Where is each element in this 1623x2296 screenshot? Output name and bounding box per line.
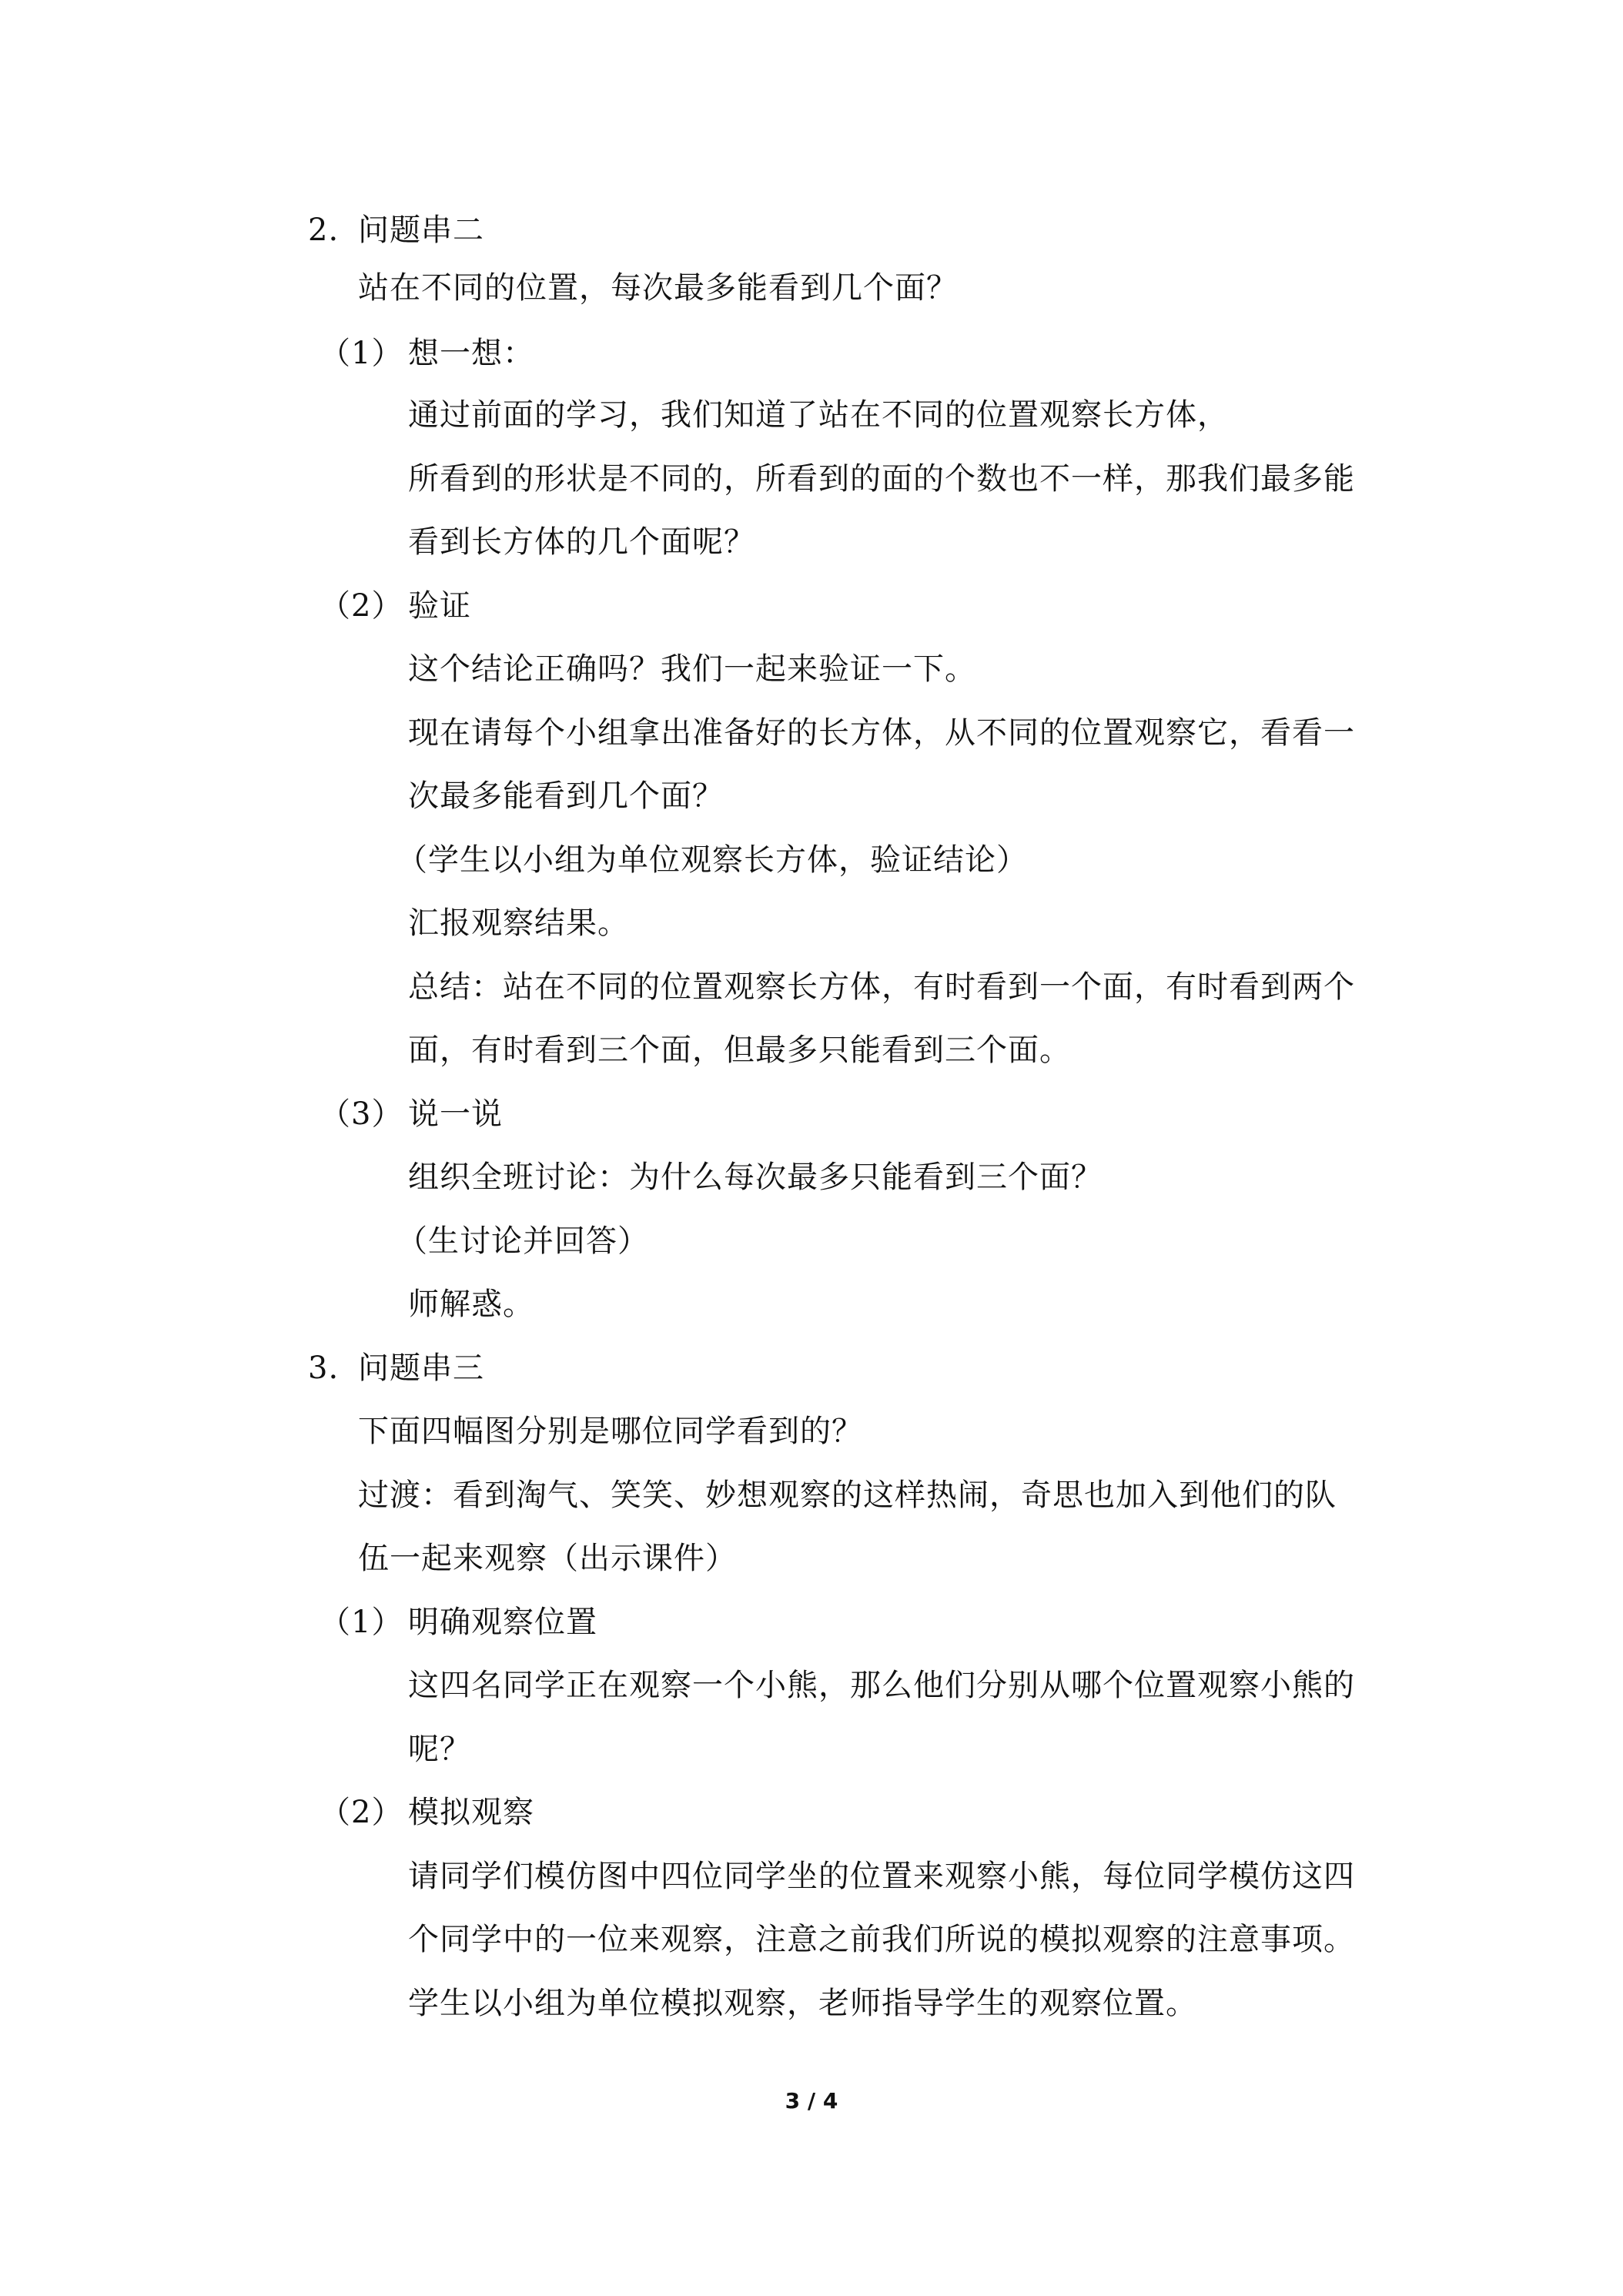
step-2-2-heading [320,587,471,624]
paragraph-line: 次最多能看到几个面？ [408,778,724,814]
paragraph-line: 呢？ [408,1732,471,1767]
step-3-1-heading [320,1604,597,1641]
paragraph-line: 学生以小组为单位模拟观察，老师指导学生的观察位置。 [408,1986,1197,2021]
step-3-2-number: （2） [320,1795,403,1830]
paragraph-line: 所看到的形状是不同的，所看到的面的个数也不一样，那我们最多能 [408,461,1355,497]
section-3-number: 3. [308,1350,340,1386]
paragraph-line: 总结：站在不同的位置观察长方体，有时看到一个面，有时看到两个 [408,969,1355,1005]
section-2-number: 2. [308,213,340,248]
paragraph-line: 通过前面的学习，我们知道了站在不同的位置观察长方体， [408,397,1229,433]
section-3-heading [308,1350,484,1387]
paragraph-line: 请同学们模仿图中四位同学坐的位置来观察小熊，每位同学模仿这四 [408,1859,1355,1894]
step-2-3-title: 说一说 [408,1096,503,1132]
step-3-1-number: （1） [320,1605,403,1640]
paragraph-line: 下面四幅图分别是哪位同学看到的？ [358,1414,863,1449]
paragraph-line: 汇报观察结果。 [408,905,629,941]
paragraph-line: 过渡：看到淘气、笑笑、妙想观察的这样热闹，奇思也加入到他们的队 [358,1478,1337,1513]
section-2-heading [308,212,484,249]
section-2-title: 问题串二 [358,213,484,248]
paragraph-line: 这个结论正确吗？我们一起来验证一下。 [408,651,976,687]
paragraph-line: 看到长方体的几个面呢？ [408,524,755,560]
paragraph-line: （生讨论并回答） [397,1223,649,1259]
paragraph-line: 伍一起来观察（出示课件） [358,1541,737,1576]
step-2-2-number: （2） [320,588,403,624]
step-3-2-title: 模拟观察 [408,1795,534,1830]
step-2-1-heading [320,335,534,372]
paragraph-line: 师解惑。 [408,1287,534,1322]
step-3-2-heading [320,1794,534,1831]
step-2-2-title: 验证 [408,588,471,624]
step-2-3-heading [320,1096,503,1133]
paragraph-line: 组织全班讨论：为什么每次最多只能看到三个面？ [408,1160,1103,1195]
step-3-1-title: 明确观察位置 [408,1605,597,1640]
step-2-3-number: （3） [320,1096,403,1132]
section-2-question: 站在不同的位置，每次最多能看到几个面？ [358,270,958,306]
paragraph-line: 现在请每个小组拿出准备好的长方体，从不同的位置观察它，看看一 [408,715,1355,751]
section-3-title: 问题串三 [358,1350,484,1386]
paragraph-line: 这四名同学正在观察一个小熊，那么他们分别从哪个位置观察小熊的 [408,1668,1355,1703]
step-2-1-title: 想一想： [408,336,534,371]
page-number: 3 / 4 [785,2088,838,2114]
paragraph-line: （学生以小组为单位观察长方体，验证结论） [397,842,1028,878]
paragraph-line: 面，有时看到三个面，但最多只能看到三个面。 [408,1033,1071,1068]
paragraph-line: 个同学中的一位来观察，注意之前我们所说的模拟观察的注意事项。 [408,1922,1355,1957]
step-2-1-number: （1） [320,336,403,371]
